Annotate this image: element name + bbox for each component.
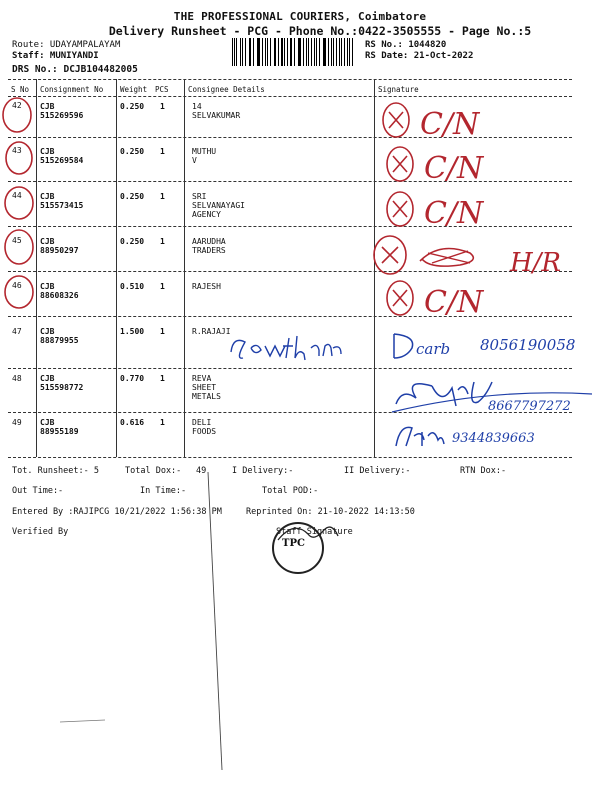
staff-signature-label: Staff Signature <box>276 527 353 537</box>
row-sno: 48 <box>12 374 22 383</box>
row-pcs: 1 <box>160 147 165 156</box>
out-time: Out Time:- <box>12 486 64 496</box>
row-consignee: DELI FOODS <box>192 418 217 436</box>
row-weight: 0.250 <box>120 192 145 201</box>
row-consignee: RAJESH <box>192 282 221 291</box>
row-pcs: 1 <box>160 418 165 427</box>
row-pcs: 1 <box>160 237 165 246</box>
row-consignment: CJB 515573415 <box>40 192 84 210</box>
row-pcs: 1 <box>160 374 165 383</box>
row-weight: 0.250 <box>120 147 145 156</box>
svg-text:carb: carb <box>416 340 451 358</box>
col-header-consignee: Consignee Details <box>188 85 265 94</box>
row-weight: 0.770 <box>120 374 145 383</box>
row-sno: 43 <box>12 146 22 155</box>
tot-runsheet: Tot. Runsheet:- 5 <box>12 466 99 476</box>
col-header-pcs: PCS <box>155 85 169 94</box>
row-sno: 45 <box>12 236 22 245</box>
col-header-sno: S No <box>11 85 30 94</box>
rs-date: RS Date: 21-Oct-2022 <box>365 51 474 61</box>
remark-text: 8667797272 <box>488 399 571 414</box>
row-consignee: REVA SHEET METALS <box>192 374 221 401</box>
remark-text: C/N <box>424 285 484 320</box>
reprinted-on: Reprinted On: 21-10-2022 14:13:50 <box>246 507 415 517</box>
remark-text: C/N <box>424 196 484 231</box>
route-label: Route: UDAYAMPALAYAM <box>12 40 121 50</box>
col-header-consignment: Consignment No <box>40 85 104 94</box>
remark-text: 8056190058 <box>480 336 576 354</box>
company-name: THE PROFESSIONAL COURIERS, Coimbatore <box>173 10 427 23</box>
row-weight: 0.510 <box>120 282 145 291</box>
remark-text: 9344839663 <box>452 431 535 446</box>
row-consignment: CJB 88955189 <box>40 418 79 436</box>
staff-label: Staff: MUNIYANDI <box>12 51 99 61</box>
row-sno: 42 <box>12 101 22 110</box>
row-consignment: CJB 88608326 <box>40 282 79 300</box>
row-weight: 1.500 <box>120 327 145 336</box>
row-pcs: 1 <box>160 102 165 111</box>
rs-number: RS No.: 1044820 <box>365 40 447 50</box>
row-consignment: CJB 515269596 <box>40 102 84 120</box>
row-weight: 0.616 <box>120 418 145 427</box>
verified-by: Verified By <box>12 527 69 537</box>
row-consignee: MUTHU V <box>192 147 217 165</box>
remark-text: C/N <box>420 107 480 142</box>
ii-delivery: II Delivery:- <box>344 466 411 476</box>
remark-text: C/N <box>424 151 484 186</box>
remark-text: H/R <box>510 248 562 278</box>
row-consignment: CJB 88879955 <box>40 327 79 345</box>
row-consignee: SRI SELVANAYAGI AGENCY <box>192 192 245 219</box>
row-sno: 47 <box>12 327 22 336</box>
row-consignee: AARUDHA TRADERS <box>192 237 226 255</box>
drs-number: DRS No.: DCJB104482005 <box>12 64 138 75</box>
runsheet-title: Delivery Runsheet - PCG - Phone No.:0422-3505555 - Page No.:5 <box>108 24 532 38</box>
stamp-text: TPC <box>282 538 305 549</box>
row-sno: 49 <box>12 418 22 427</box>
total-dox-value: 49 <box>196 466 207 476</box>
rtn-dox: RTN Dox:- <box>460 466 507 476</box>
row-weight: 0.250 <box>120 102 145 111</box>
col-header-weight: Weight <box>120 85 148 94</box>
row-pcs: 1 <box>160 282 165 291</box>
row-weight: 0.250 <box>120 237 145 246</box>
entered-by: Entered By :RAJIPCG 10/21/2022 1:56:38 PM <box>12 507 222 517</box>
row-consignee: R.RAJAJI <box>192 327 231 336</box>
row-consignment: CJB 515598772 <box>40 374 84 392</box>
row-pcs: 1 <box>160 327 165 336</box>
total-pod: Total POD:- <box>262 486 319 496</box>
row-sno: 44 <box>12 191 22 200</box>
staff-signature-scribble <box>274 520 344 560</box>
in-time: In Time:- <box>140 486 187 496</box>
col-header-signature: Signature <box>378 85 419 94</box>
row-consignee: 14 SELVAKUMAR <box>192 102 241 120</box>
row-consignment: CJB 515269584 <box>40 147 84 165</box>
total-dox-label: Total Dox:- <box>125 466 182 476</box>
row-consignment: CJB 88950297 <box>40 237 79 255</box>
row-sno: 46 <box>12 281 22 290</box>
row-pcs: 1 <box>160 192 165 201</box>
i-delivery: I Delivery:- <box>232 466 294 476</box>
